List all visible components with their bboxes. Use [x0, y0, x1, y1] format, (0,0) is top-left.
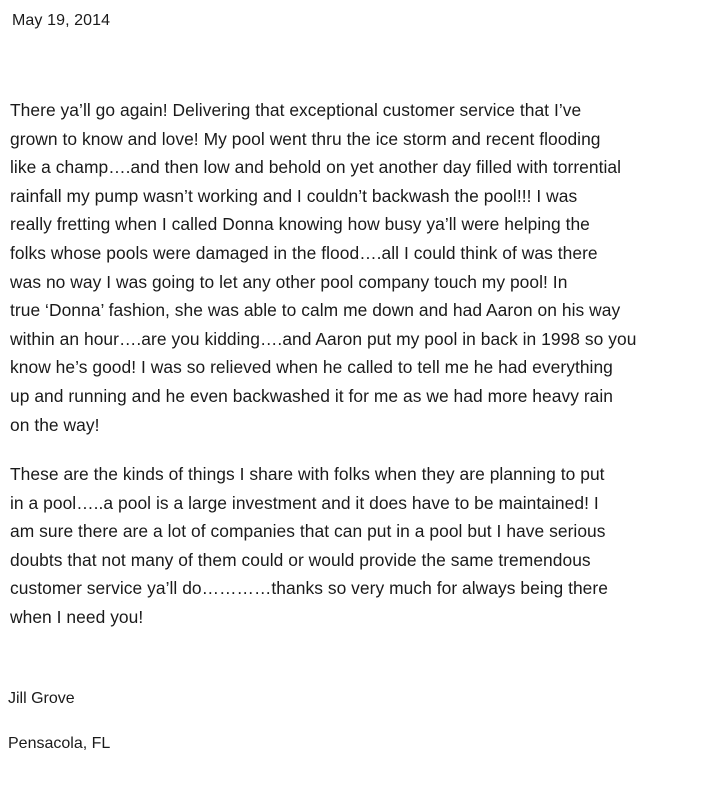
text-line: These are the kinds of things I share with folks when they are planning to put — [10, 464, 605, 484]
text-line: up and running and he even backwashed it for me as we had more heavy rain — [10, 385, 614, 406]
letter-paragraph-1 — [10, 96, 636, 439]
text-line: am sure there are a lot of companies that can put in a pool but I have serious — [10, 521, 606, 542]
text-line: customer service ya’ll do…………thanks so very much for always being there — [10, 578, 608, 599]
text-line: doubts that not many of them could or would provide the same tremendous — [10, 549, 591, 570]
text-line: when I need you! — [10, 606, 144, 627]
text-line: There ya’ll go again! Delivering that exceptional customer service that I’ve — [10, 100, 582, 120]
letter-date: May 19, 2014 — [12, 12, 111, 29]
text-line: in a pool…..a pool is a large investment and it does have to be maintained! I — [10, 492, 599, 513]
signature-location: Pensacola, FL — [8, 735, 111, 752]
text-line: know he’s good! I was so relieved when he called to tell me he had everything — [10, 357, 613, 378]
text-line: rainfall my pump wasn’t working and I couldn’t backwash the pool!!! I was — [10, 185, 578, 206]
text-line: within an hour….are you kidding….and Aaron put my pool in back in 1998 so you — [10, 328, 637, 349]
text-line: was no way I was going to let any other pool company touch my pool! In — [10, 271, 568, 292]
text-line: on the way! — [10, 414, 100, 435]
text-line: really fretting when I called Donna knowing how busy ya’ll were helping the — [10, 214, 590, 235]
letter-paragraph-2 — [10, 460, 608, 632]
text-line: folks whose pools were damaged in the flood….all I could think of was there — [10, 242, 598, 263]
text-line: like a champ….and then low and behold on yet another day filled with torrential — [10, 157, 622, 178]
text-line: grown to know and love! My pool went thru the ice storm and recent flooding — [10, 128, 601, 149]
text-line: true ‘Donna’ fashion, she was able to calm me down and had Aaron on his way — [10, 300, 621, 321]
signature-name: Jill Grove — [8, 690, 75, 707]
